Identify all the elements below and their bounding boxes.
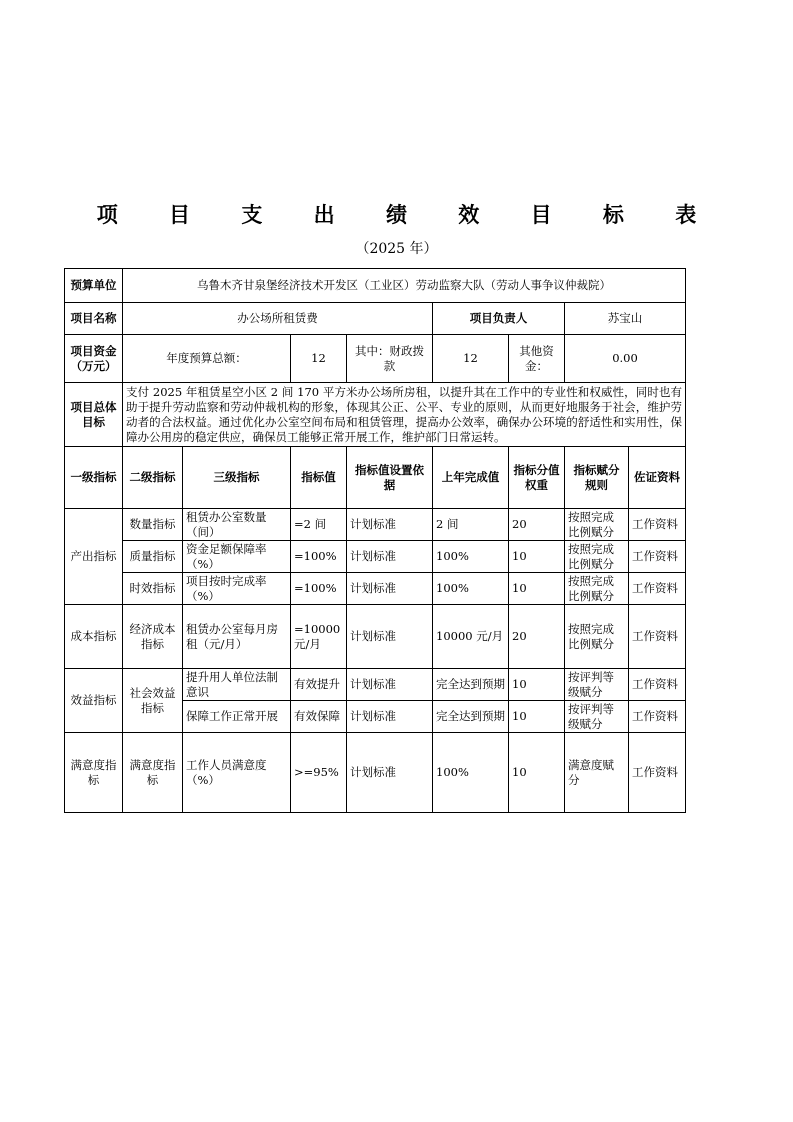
rule-cell: 按照完成比例赋分 [565,605,629,669]
header-basis: 指标值设置依据 [347,447,433,509]
performance-table [64,268,686,813]
goal-label: 项目总体目标 [65,383,123,447]
rule-cell: 按照完成比例赋分 [565,573,629,605]
header-level1: 一级指标 [65,447,123,509]
level1-cost: 成本指标 [65,605,123,669]
rule-cell: 按照完成比例赋分 [565,541,629,573]
basis-cell: 计划标准 [347,605,433,669]
leader-value: 苏宝山 [565,303,686,335]
fiscal-value: 12 [433,335,509,383]
last-year-cell: 2 间 [433,509,509,541]
header-level3: 三级指标 [183,447,291,509]
unit-value: 乌鲁木齐甘泉堡经济技术开发区（工业区）劳动监察大队（劳动人事争议仲裁院） [123,269,686,303]
header-rule: 指标赋分规则 [565,447,629,509]
project-label: 项目名称 [65,303,123,335]
last-year-cell: 完全达到预期 [433,701,509,733]
rule-cell: 按评判等级赋分 [565,701,629,733]
evidence-cell: 工作资料 [629,541,686,573]
unit-label: 预算单位 [65,269,123,303]
weight-cell: 10 [509,733,565,813]
weight-cell: 10 [509,541,565,573]
evidence-cell: 工作资料 [629,733,686,813]
page-year: （2025 年） [355,241,438,257]
table-row [65,605,686,669]
level2-cell: 质量指标 [123,541,183,573]
value-cell: =100% [291,541,347,573]
last-year-cell: 完全达到预期 [433,669,509,701]
level3-cell: 租赁办公室每月房租（元/月） [183,605,291,669]
leader-label: 项目负责人 [433,303,565,335]
header-weight: 指标分值权重 [509,447,565,509]
table-row [65,669,686,701]
header-last-year: 上年完成值 [433,447,509,509]
value-cell: =2 间 [291,509,347,541]
value-cell: 有效提升 [291,669,347,701]
last-year-cell: 10000 元/月 [433,605,509,669]
last-year-cell: 100% [433,733,509,813]
fiscal-label: 其中：财政拨款 [347,335,433,383]
level2-cell: 时效指标 [123,573,183,605]
header-evidence: 佐证资料 [629,447,686,509]
annual-budget-value: 12 [291,335,347,383]
other-funds-value: 0.00 [565,335,686,383]
table-row [65,573,686,605]
level3-cell: 保障工作正常开展 [183,701,291,733]
level3-cell: 资金足额保障率（%） [183,541,291,573]
weight-cell: 10 [509,573,565,605]
basis-cell: 计划标准 [347,701,433,733]
rule-cell: 满意度赋分 [565,733,629,813]
evidence-cell: 工作资料 [629,573,686,605]
evidence-cell: 工作资料 [629,605,686,669]
basis-cell: 计划标准 [347,541,433,573]
header-value: 指标值 [291,447,347,509]
level3-cell: 项目按时完成率（%） [183,573,291,605]
level1-benefit: 效益指标 [65,669,123,733]
weight-cell: 20 [509,605,565,669]
level2-cell: 数量指标 [123,509,183,541]
other-funds-label: 其他资金： [509,335,565,383]
project-value: 办公场所租赁费 [123,303,433,335]
value-cell: >=95% [291,733,347,813]
value-cell: =10000 元/月 [291,605,347,669]
rule-cell: 按评判等级赋分 [565,669,629,701]
value-cell: =100% [291,573,347,605]
basis-cell: 计划标准 [347,509,433,541]
level3-cell: 工作人员满意度（%） [183,733,291,813]
value-cell: 有效保障 [291,701,347,733]
basis-cell: 计划标准 [347,669,433,701]
evidence-cell: 工作资料 [629,701,686,733]
last-year-cell: 100% [433,541,509,573]
weight-cell: 10 [509,669,565,701]
table-row [65,733,686,813]
funds-label: 项目资金（万元） [65,335,123,383]
header-level2: 二级指标 [123,447,183,509]
basis-cell: 计划标准 [347,573,433,605]
evidence-cell: 工作资料 [629,509,686,541]
evidence-cell: 工作资料 [629,669,686,701]
weight-cell: 20 [509,509,565,541]
basis-cell: 计划标准 [347,733,433,813]
rule-cell: 按照完成比例赋分 [565,509,629,541]
level3-cell: 提升用人单位法制意识 [183,669,291,701]
level1-satisfaction: 满意度指标 [65,733,123,813]
level2-cell: 社会效益指标 [123,669,183,733]
level2-cell: 满意度指标 [123,733,183,813]
weight-cell: 10 [509,701,565,733]
annual-budget-label: 年度预算总额： [123,335,291,383]
last-year-cell: 100% [433,573,509,605]
level3-cell: 租赁办公室数量（间） [183,509,291,541]
page-title: 项 目 支 出 绩 效 目 标 表 [96,203,719,227]
goal-text: 支付 2025 年租赁星空小区 2 间 170 平方米办公场所房租，以提升其在工作中的专业性和权威性，同时也有助于提升劳动监察和劳动仲裁机构的形象，体现其公正、公平、专业的原则，从而更好地服务于社会，维护劳动者的合法权益。通过优化办公室空间布局和租赁管理，提高办公效率，确保办公环境的舒适性和实用性，保障办公用房的稳定供应，确保员工能够正常开展工作，维护部门日常运转。 [123,383,686,447]
table-row [65,541,686,573]
level1-output: 产出指标 [65,509,123,605]
table-row [65,509,686,541]
level2-cell: 经济成本指标 [123,605,183,669]
